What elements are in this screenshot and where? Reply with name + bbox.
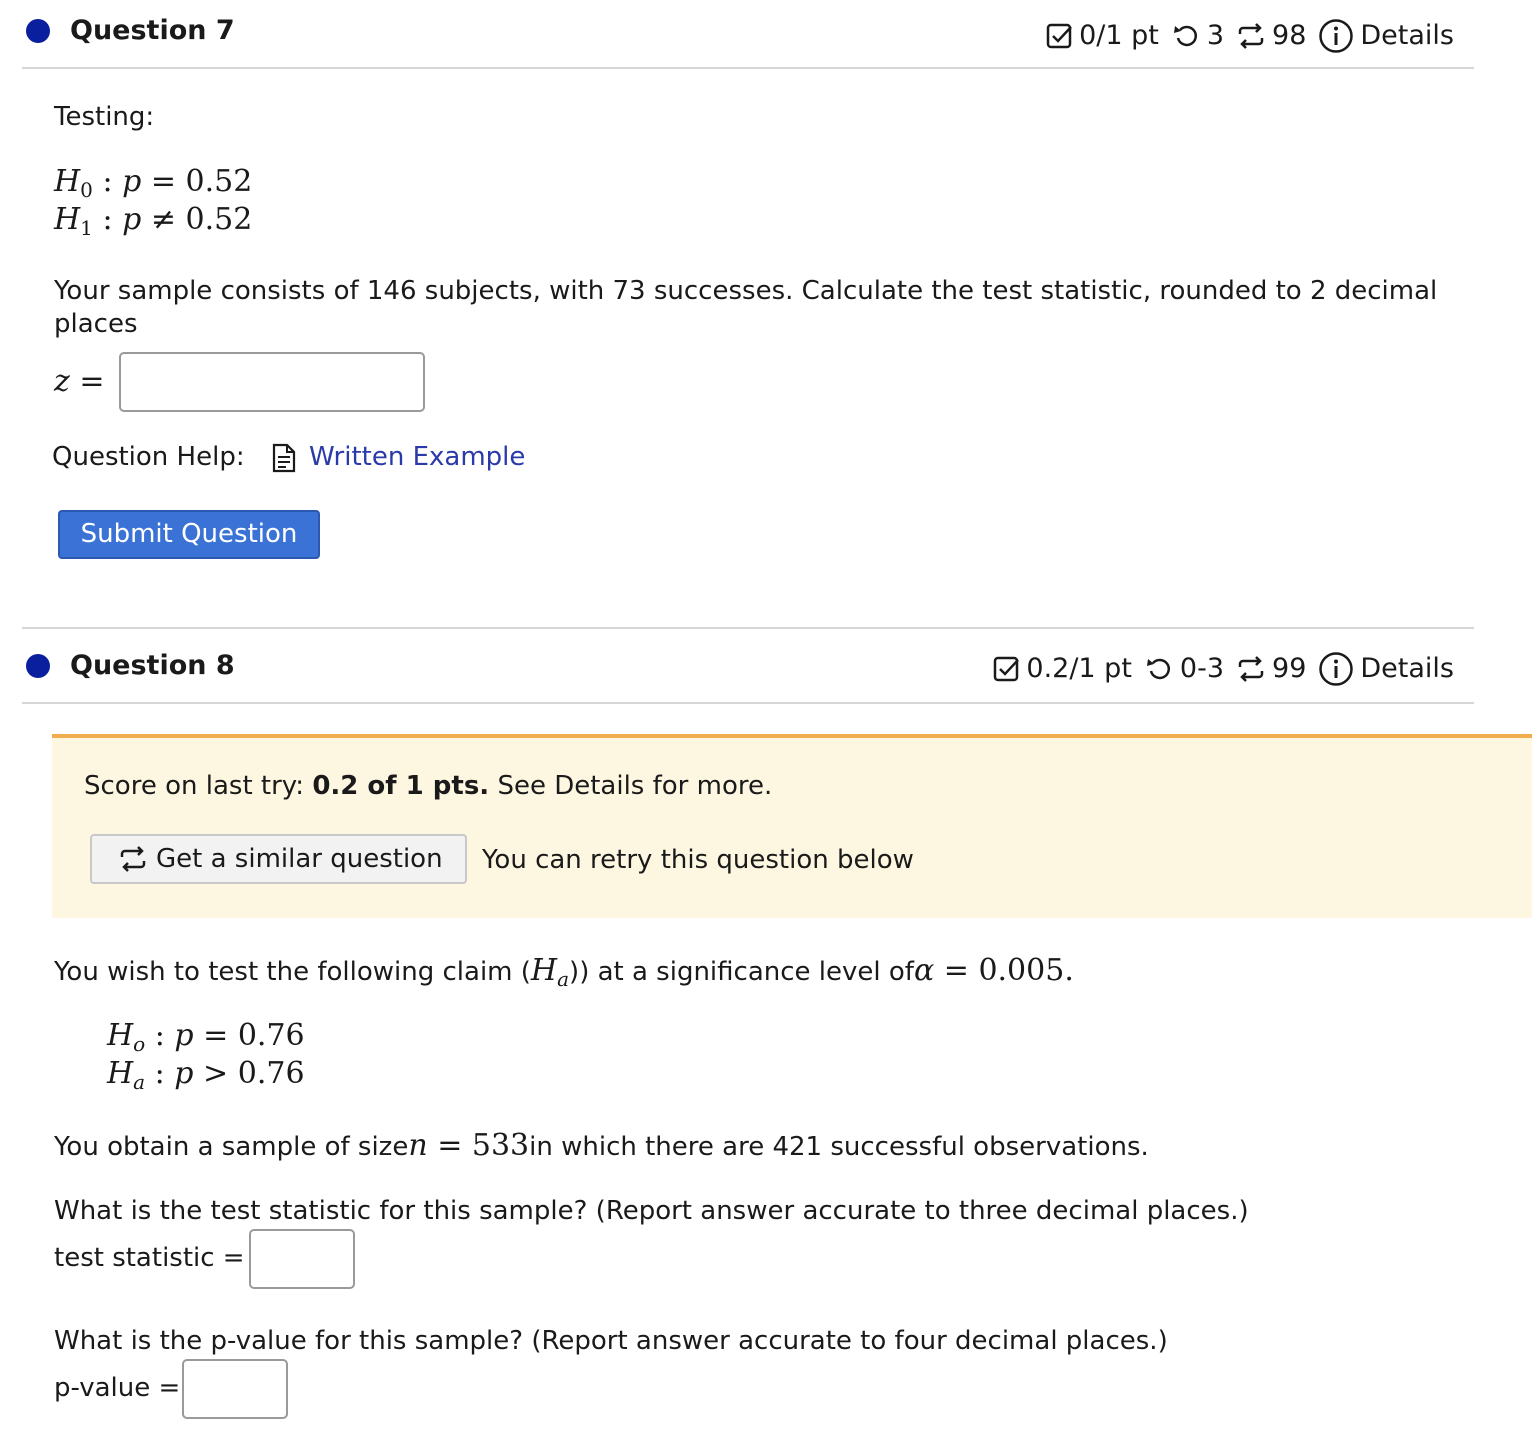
z-label: z = <box>54 364 105 399</box>
sample-statement: You obtain a sample of size n = 533 in which there are 421 successful observations. <box>54 1128 1149 1163</box>
attempts-text: 0-3 <box>1179 653 1225 684</box>
similar-question-icon <box>1236 655 1266 683</box>
p-value-label: p-value = <box>54 1373 181 1403</box>
ha-value: 0.76 <box>237 1056 305 1091</box>
alt-hypothesis: $H_1$ : p ≠ 0.52 <box>54 202 253 240</box>
retry-text: You can retry this question below <box>482 845 914 875</box>
null-hypothesis: $H_o$ : p = 0.76 <box>107 1018 305 1056</box>
question-title: Question 8 <box>70 650 235 681</box>
null-hypothesis: $H_0$ : p = 0.52 <box>54 164 253 202</box>
submit-question-button[interactable]: Submit Question <box>58 510 320 559</box>
testing-label: Testing: <box>54 102 155 132</box>
attempts-icon <box>1144 655 1174 683</box>
last-try-score-text: Score on last try: 0.2 of 1 pts. See Details for more. <box>84 771 773 801</box>
question-meta <box>1045 18 1454 54</box>
test-statistic-input[interactable] <box>249 1229 355 1289</box>
question-title: Question 7 <box>70 15 235 46</box>
attempts-text: 3 <box>1206 20 1225 51</box>
attempts-icon <box>1171 22 1201 50</box>
question-help-label: Question Help: <box>52 442 245 472</box>
section-divider <box>22 627 1474 629</box>
details-link[interactable] <box>1318 18 1454 54</box>
similar-question-icon <box>1236 22 1266 50</box>
info-icon <box>1318 651 1354 687</box>
question-prompt-line1: Your sample consists of 146 subjects, with 73 successes. Calculate the test statistic, rounded to 2 decimal <box>54 276 1438 306</box>
h1-value: 0.52 <box>185 202 253 237</box>
question-prompt-line2: places <box>54 309 138 339</box>
question-divider <box>22 67 1474 69</box>
sample-size: 533 <box>471 1128 530 1163</box>
similar-count-text: 99 <box>1272 653 1307 684</box>
alpha-value: 0.005 <box>978 953 1065 988</box>
checkbox-score-icon <box>1045 22 1073 50</box>
question-status-dot <box>26 19 50 43</box>
details-label: Details <box>1360 653 1454 684</box>
alt-hypothesis: $H_a$ : p > 0.76 <box>107 1056 305 1094</box>
score-banner <box>52 734 1532 918</box>
document-icon <box>272 443 296 477</box>
question-divider <box>22 702 1474 704</box>
similar-count-text: 98 <box>1272 20 1307 51</box>
question-status-dot <box>26 654 50 678</box>
get-similar-question-button[interactable] <box>90 834 467 884</box>
p-value-input[interactable] <box>182 1359 288 1419</box>
claim-statement: You wish to test the following claim ( $H_a$ ) ) at a significance level of α = 0.005. <box>54 953 1074 991</box>
p-value-question: What is the p-value for this sample? (Report answer accurate to four decimal places.) <box>54 1326 1168 1356</box>
test-statistic-question: What is the test statistic for this sample? (Report answer accurate to three decimal places.) <box>54 1196 1249 1226</box>
checkbox-score-icon <box>992 655 1020 683</box>
h0-value: 0.52 <box>185 164 253 199</box>
details-label: Details <box>1360 20 1454 51</box>
h0-value: 0.76 <box>237 1018 305 1053</box>
get-similar-question-label: Get a similar question <box>156 844 443 874</box>
score-text: 0/1 pt <box>1079 20 1159 51</box>
question-meta <box>992 651 1454 687</box>
score-text: 0.2/1 pt <box>1026 653 1132 684</box>
info-icon <box>1318 18 1354 54</box>
z-answer-input[interactable] <box>119 352 425 412</box>
test-statistic-label: test statistic = <box>54 1243 245 1273</box>
written-example-link[interactable]: Written Example <box>309 442 526 472</box>
similar-question-icon <box>118 845 148 873</box>
details-link[interactable] <box>1318 651 1454 687</box>
